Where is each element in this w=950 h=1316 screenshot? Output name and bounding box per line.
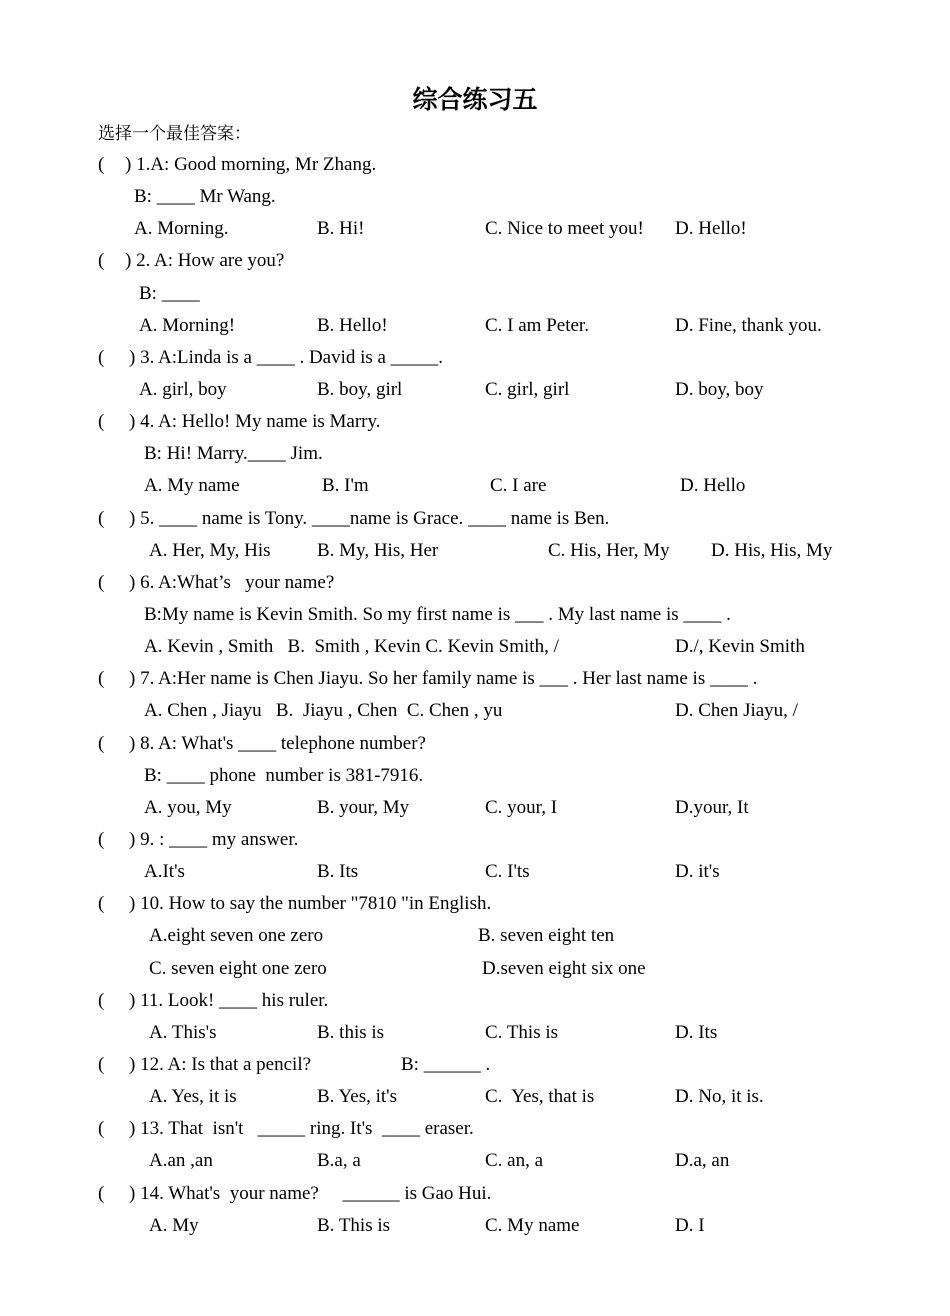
question-12-bracket: ( [98,1054,105,1075]
question-1-option-d: D. Hello! [675,218,747,239]
question-11-option-c: C. This is [485,1022,559,1043]
question-10-option-b: B. seven eight ten [478,925,615,946]
question-8-dialogue: B: ____ phone number is 381-7916. [144,765,424,786]
question-12-stem: ) 12. A: Is that a pencil? [129,1054,312,1075]
question-3-option-b: B. boy, girl [317,379,403,400]
question-3-option-d: D. boy, boy [675,379,764,400]
question-11-option-a: A. This's [149,1022,217,1043]
question-2-option-d: D. Fine, thank you. [675,315,822,336]
question-8-option-a: A. you, My [144,797,232,818]
question-4-option-a: A. My name [144,475,240,496]
question-11-stem: ) 11. Look! ____ his ruler. [129,990,329,1011]
question-7-stem: ) 7. A:Her name is Chen Jiayu. So her family name is ___ . Her last name is ____ . [129,668,758,689]
question-14-stem: ) 14. What's your name? ______ is Gao Hui. [129,1183,492,1204]
question-13-option-d: D.a, an [675,1150,730,1171]
question-5-option-d: D. His, His, My [711,540,833,561]
question-10-stem: ) 10. How to say the number "7810 "in English. [129,893,492,914]
question-1-dialogue: B: ____ Mr Wang. [134,186,276,207]
question-3-bracket: ( [98,347,105,368]
question-5-option-b: B. My, His, Her [317,540,439,561]
question-2-bracket: ( [98,250,105,271]
question-8-option-b: B. your, My [317,797,410,818]
question-11-bracket: ( [98,990,105,1011]
question-9-option-d: D. it's [675,861,720,882]
question-13-option-a: A.an ,an [149,1150,213,1171]
question-13-option-b: B.a, a [317,1150,361,1171]
question-3-option-c: C. girl, girl [485,379,570,400]
question-8-option-c: C. your, I [485,797,558,818]
question-1-stem: ) 1.A: Good morning, Mr Zhang. [125,154,377,175]
question-1-option-a: A. Morning. [134,218,229,239]
question-2-option-a: A. Morning! [139,315,236,336]
question-5-stem: ) 5. ____ name is Tony. ____name is Grace. ____ name is Ben. [129,508,610,529]
question-8-option-d: D.your, It [675,797,749,818]
question-10-bracket: ( [98,893,105,914]
question-6-options-abc: A. Kevin , Smith B. Smith , Kevin C. Kevin Smith, / [144,636,559,657]
question-9-option-c: C. I'ts [485,861,530,882]
question-12-option-a: A. Yes, it is [149,1086,237,1107]
question-6-bracket: ( [98,572,105,593]
question-14-option-a: A. My [149,1215,199,1236]
question-12-option-b: B. Yes, it's [317,1086,397,1107]
question-13-bracket: ( [98,1118,105,1139]
question-9-stem: ) 9. : ____ my answer. [129,829,299,850]
question-10-option-c: C. seven eight one zero [149,958,327,979]
question-13-option-c: C. an, a [485,1150,544,1171]
question-13-stem: ) 13. That isn't _____ ring. It's ____ eraser. [129,1118,474,1139]
page-title: 综合练习五 [412,85,538,114]
instruction: 选择一个最佳答案： [98,124,251,144]
question-14-option-b: B. This is [317,1215,391,1236]
question-2-option-c: C. I am Peter. [485,315,589,336]
question-4-dialogue: B: Hi! Marry.____ Jim. [144,443,323,464]
question-3-stem: ) 3. A:Linda is a ____ . David is a _____. [129,347,443,368]
question-2-dialogue: B: ____ [139,283,200,304]
question-6-option-d: D./, Kevin Smith [675,636,805,657]
question-6-dialogue: B:My name is Kevin Smith. So my first name is ___ . My last name is ____ . [144,604,731,625]
question-10-option-a: A.eight seven one zero [149,925,324,946]
question-4-stem: ) 4. A: Hello! My name is Marry. [129,411,381,432]
question-7-bracket: ( [98,668,105,689]
question-4-option-d: D. Hello [680,475,746,496]
question-2-stem: ) 2. A: How are you? [125,250,285,271]
question-12-response: B: ______ . [401,1054,491,1075]
question-6-stem: ) 6. A:What’s your name? [129,572,335,593]
question-11-option-d: D. Its [675,1022,718,1043]
question-12-option-d: D. No, it is. [675,1086,764,1107]
question-14-option-d: D. I [675,1215,705,1236]
question-5-option-a: A. Her, My, His [149,540,271,561]
question-8-stem: ) 8. A: What's ____ telephone number? [129,733,426,754]
question-5-option-c: C. His, Her, My [548,540,670,561]
question-14-option-c: C. My name [485,1215,580,1236]
question-4-option-b: B. I'm [322,475,369,496]
question-2-option-b: B. Hello! [317,315,388,336]
question-11-option-b: B. this is [317,1022,385,1043]
question-12-option-c: C. Yes, that is [485,1086,595,1107]
question-8-bracket: ( [98,733,105,754]
question-3-option-a: A. girl, boy [139,379,227,400]
question-4-option-c: C. I are [490,475,547,496]
question-9-option-b: B. Its [317,861,359,882]
question-14-bracket: ( [98,1183,105,1204]
question-5-bracket: ( [98,508,105,529]
question-9-option-a: A.It's [144,861,185,882]
question-7-option-d: D. Chen Jiayu, / [675,700,798,721]
question-10-option-d: D.seven eight six one [482,958,646,979]
question-1-option-c: C. Nice to meet you! [485,218,644,239]
question-1-bracket: ( [98,154,105,175]
question-4-bracket: ( [98,411,105,432]
question-9-bracket: ( [98,829,105,850]
question-7-options-abc: A. Chen , Jiayu B. Jiayu , Chen C. Chen , yu [144,700,503,721]
question-1-option-b: B. Hi! [317,218,365,239]
